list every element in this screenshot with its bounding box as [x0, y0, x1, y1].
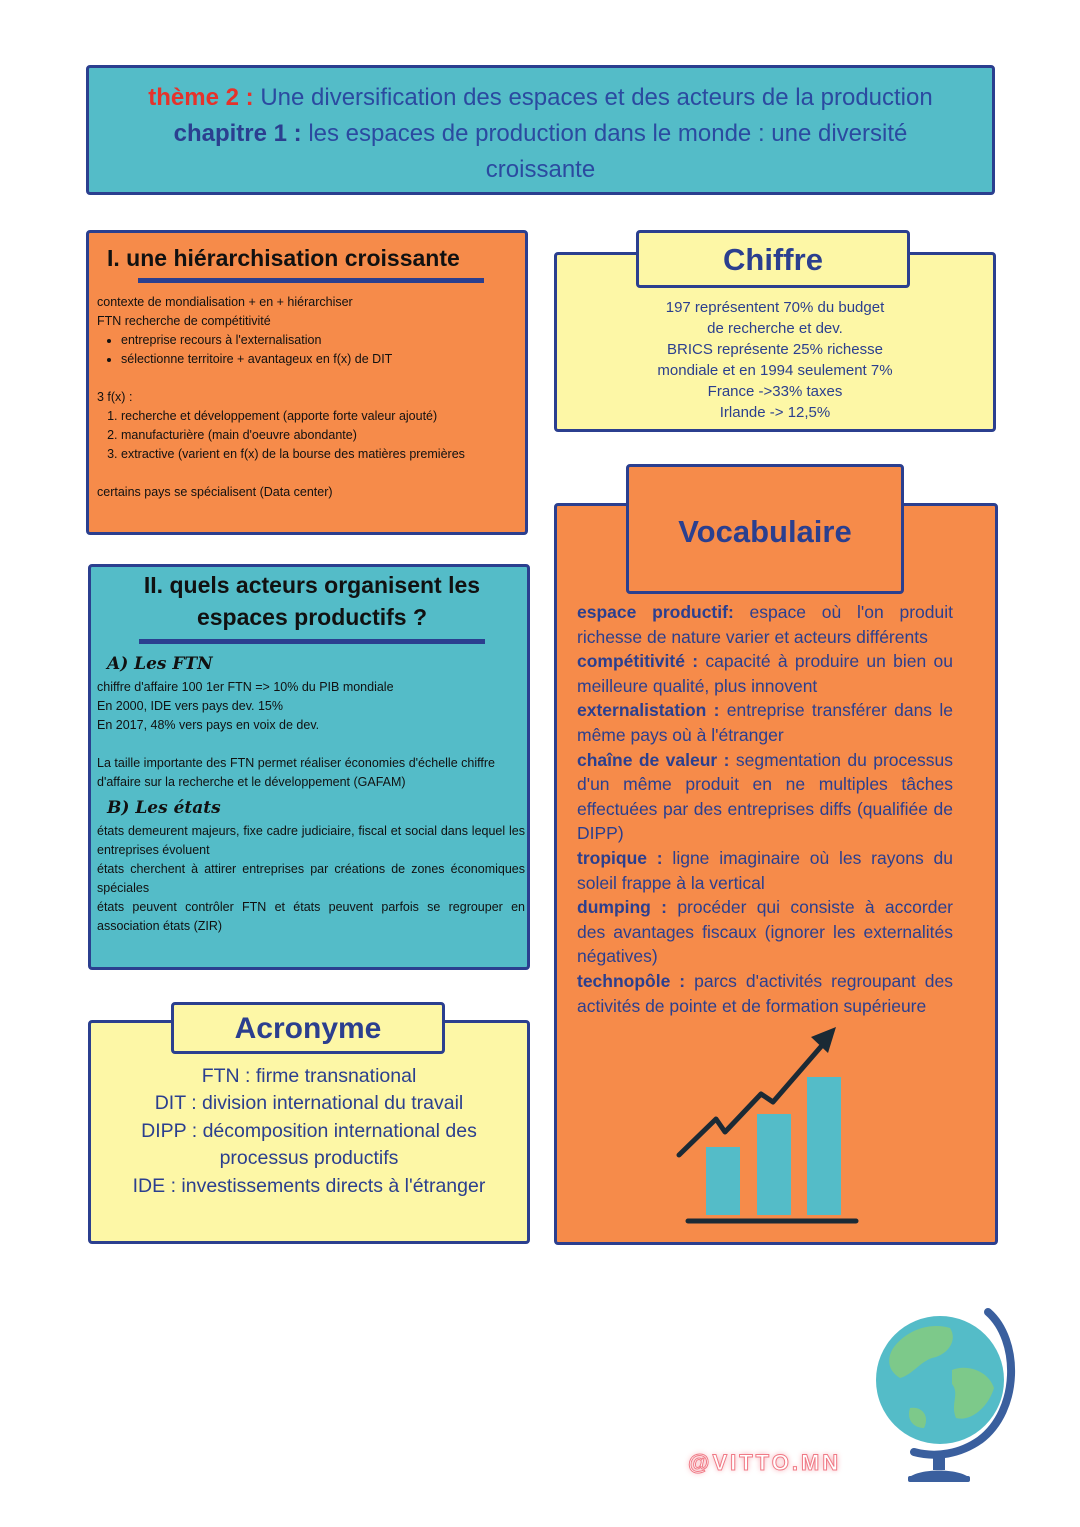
- s1-line: FTN recherche de compétitivité: [97, 314, 271, 328]
- s1-closing: certains pays se spécialisent (Data center): [97, 485, 333, 499]
- section-hierarchisation: [86, 230, 528, 535]
- ftn-line: En 2017, 48% vers pays en voix de dev.: [97, 718, 320, 732]
- section1-title: I. une hiérarchisation croissante: [107, 245, 460, 271]
- section-acteurs: [88, 564, 530, 970]
- vocab-entry: chaîne de valeur : segmentation du processus d'un même produit en ne multiples tâches effectuées par des entreprises diffs (qualifiée de DIPP): [577, 749, 953, 844]
- vocab-entry: tropique : ligne imaginaire où les rayons du soleil frappe à la vertical: [577, 847, 953, 893]
- acronyme-line: FTN : firme transnational: [201, 1065, 417, 1087]
- chiffre-line: BRICS représente 25% richesse: [667, 341, 883, 358]
- vocab-entry: technopôle : parcs d'activités regroupant des activités de pointe et de formation supérieure: [577, 970, 953, 1016]
- title-underline: [139, 639, 485, 644]
- subheading-ftn: A) Les FTN: [107, 654, 213, 674]
- vocabulaire-box: [554, 503, 998, 1245]
- etats-paragraph: états cherchent à attirer entreprises par créations de zones économiques spéciales: [97, 862, 525, 895]
- fx-label: 3 f(x) :: [97, 390, 133, 404]
- acronyme-line: DIPP : décomposition international des: [141, 1119, 477, 1142]
- acronyme-title: Acronyme: [171, 1002, 445, 1054]
- s1-line: contexte de mondialisation + en + hiérarchiser: [97, 295, 353, 309]
- ftn-line: En 2000, IDE vers pays dev. 15%: [97, 699, 283, 713]
- watermark: @VITTO.MN: [688, 1450, 842, 1475]
- ftn-line: chiffre d'affaire 100 1er FTN => 10% du PIB mondiale: [97, 680, 394, 694]
- fx-item: 3. extractive (varient en f(x) de la bourse des matières premières: [121, 445, 525, 464]
- chapter-label: chapitre 1 :: [173, 120, 302, 147]
- chiffre-title: Chiffre: [636, 230, 910, 288]
- chiffre-line: de recherche et dev.: [707, 320, 843, 337]
- title-underline: [138, 278, 484, 283]
- chiffre-line: France ->33% taxes: [707, 383, 843, 400]
- chapter-text-cont: croissante: [485, 156, 596, 183]
- chiffre-line: 197 représentent 70% du budget: [665, 299, 885, 316]
- globe-icon: [870, 1300, 1030, 1490]
- vocab-entry: compétitivité : capacité à produire un bien ou meilleure qualité, plus innovent: [577, 651, 953, 696]
- etats-paragraph: états peuvent contrôler FTN et états peuvent parfois se regrouper en association états (ZIR): [97, 900, 525, 933]
- section2-title: II. quels acteurs organisent les espaces productifs ?: [143, 572, 481, 630]
- chiffre-line: mondiale et en 1994 seulement 7%: [657, 362, 893, 379]
- fx-item: 1. recherche et développement (apporte forte valeur ajouté): [121, 407, 525, 426]
- fx-item: 2. manufacturière (main d'oeuvre abondante): [121, 426, 525, 445]
- s1-bullet: • entreprise recours à l'externalisation: [121, 331, 525, 350]
- acronyme-line: IDE : investissements directs à l'étranger: [132, 1174, 486, 1197]
- theme-text: Une diversification des espaces et des acteurs de la production: [253, 84, 933, 111]
- vocabulaire-title: Vocabulaire: [626, 464, 904, 594]
- etats-paragraph: états demeurent majeurs, fixe cadre judiciaire, fiscal et social dans lequel les entreprises évoluent: [97, 824, 525, 857]
- s1-bullet: • sélectionne territoire + avantageux en f(x) de DIT: [121, 350, 525, 369]
- subheading-etats: B) Les états: [107, 798, 221, 818]
- theme-label: thème 2 :: [148, 84, 254, 111]
- acronyme-line: processus productifs: [219, 1147, 399, 1170]
- title-banner: [86, 65, 995, 195]
- vocab-entry: externalistation : entreprise transférer dans le même pays où à l'étranger: [577, 700, 953, 745]
- vocab-entry: espace productif: espace où l'on produit richesse de nature varier et acteurs différents: [577, 602, 953, 647]
- chapter-text: les espaces de production dans le monde : une diversité: [301, 120, 908, 147]
- ftn-paragraph: La taille importante des FTN permet réaliser économies d'échelle chiffre d'affaire sur la recherche et le développement (GAFAM): [97, 756, 495, 789]
- growth-chart-icon: [673, 1022, 863, 1227]
- acronyme-line: DIT : division international du travail: [154, 1092, 464, 1115]
- vocab-entry: dumping : procéder qui consiste à accorder des avantages fiscaux (ignorer les externalités négatives): [577, 897, 954, 967]
- chiffre-line: Irlande -> 12,5%: [719, 404, 831, 421]
